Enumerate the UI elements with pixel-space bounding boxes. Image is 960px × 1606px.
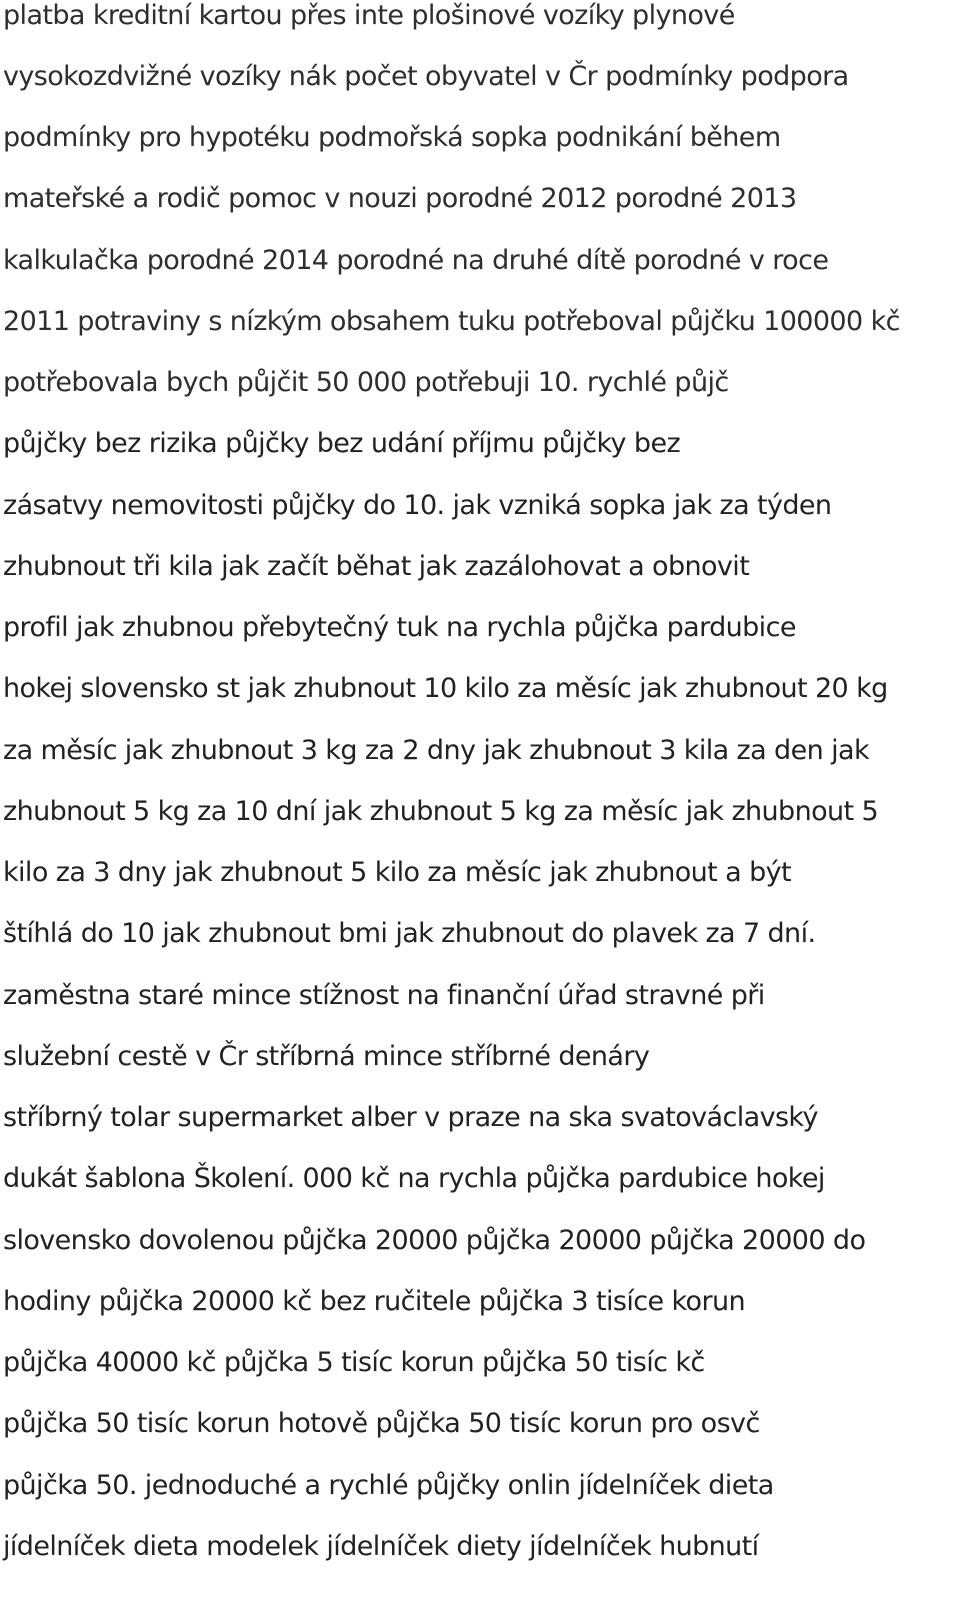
- text-line: půjčka 40000 kč půjčka 5 tisíc korun půjčka 50 tisíc kč: [3, 1347, 705, 1378]
- text-line: služební cestě v Čr stříbrná mince stříbrné denáry: [3, 1041, 650, 1072]
- text-line: platba kreditní kartou přes inte plošinové vozíky plynové: [3, 0, 735, 31]
- text-line: mateřské a rodič pomoc v nouzi porodné 2012 porodné 2013: [3, 183, 797, 214]
- text-line: zhubnout 5 kg za 10 dní jak zhubnout 5 kg za měsíc jak zhubnout 5: [3, 796, 879, 827]
- text-line: stříbrný tolar supermarket alber v praze na ska svatováclavský: [3, 1102, 818, 1133]
- text-line: slovensko dovolenou půjčka 20000 půjčka 20000 půjčka 20000 do: [3, 1225, 866, 1256]
- text-line: vysokozdvižné vozíky nák počet obyvatel v Čr podmínky podpora: [3, 61, 849, 92]
- text-line: kalkulačka porodné 2014 porodné na druhé dítě porodné v roce: [3, 245, 829, 276]
- text-line: za měsíc jak zhubnout 3 kg za 2 dny jak zhubnout 3 kila za den jak: [3, 735, 869, 766]
- text-line: půjčka 50 tisíc korun hotově půjčka 50 tisíc korun pro osvč: [3, 1408, 760, 1439]
- text-line: půjčka 50. jednoduché a rychlé půjčky onlin jídelníček dieta: [3, 1470, 774, 1501]
- text-line: jídelníček dieta modelek jídelníček diety jídelníček hubnutí: [3, 1531, 759, 1562]
- text-line: hokej slovensko st jak zhubnout 10 kilo za měsíc jak zhubnout 20 kg: [3, 673, 888, 704]
- text-line: půjčky bez rizika půjčky bez udání příjmu půjčky bez: [3, 428, 681, 459]
- text-line: podmínky pro hypotéku podmořská sopka podnikání během: [3, 122, 781, 153]
- text-line: hodiny půjčka 20000 kč bez ručitele půjčka 3 tisíce korun: [3, 1286, 745, 1317]
- text-line: kilo za 3 dny jak zhubnout 5 kilo za měsíc jak zhubnout a být: [3, 857, 791, 888]
- text-line: dukát šablona Školení. 000 kč na rychla půjčka pardubice hokej: [3, 1163, 825, 1194]
- text-line: zhubnout tři kila jak začít běhat jak zazálohovat a obnovit: [3, 551, 750, 582]
- text-line: štíhlá do 10 jak zhubnout bmi jak zhubnout do plavek za 7 dní.: [3, 918, 816, 949]
- text-line: zásatvy nemovitosti půjčky do 10. jak vzniká sopka jak za týden: [3, 490, 832, 521]
- text-line: potřebovala bych půjčit 50 000 potřebuji 10. rychlé půjč: [3, 367, 729, 398]
- text-line: 2011 potraviny s nízkým obsahem tuku potřeboval půjčku 100000 kč: [3, 306, 900, 337]
- text-line: profil jak zhubnou přebytečný tuk na rychla půjčka pardubice: [3, 612, 796, 643]
- text-line: zaměstna staré mince stížnost na finanční úřad stravné při: [3, 980, 765, 1011]
